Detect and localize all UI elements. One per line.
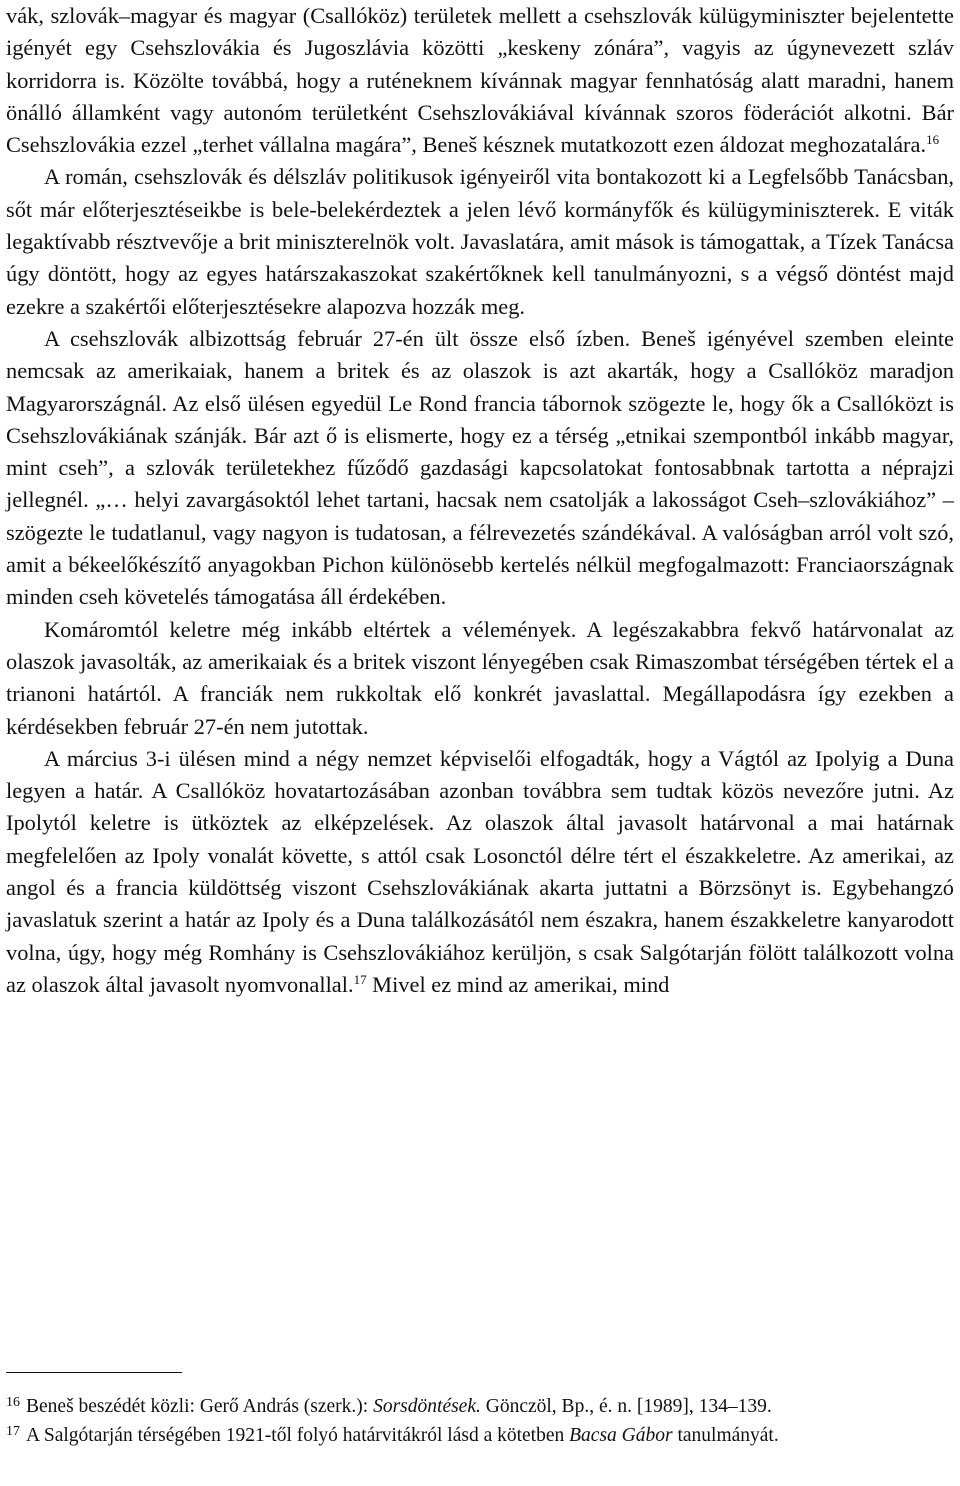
footnote-ref[interactable]: 16 — [926, 132, 940, 148]
footnote: $^{17}$ A Salgótarján térségében 1921-től folyó határvitákról lásd a kötetben Bacsa Gábor tanulmányát. — [6, 1424, 779, 1446]
paragraph: A március 3-i ülésen mind a négy nemzet képviselői elfogadták, hogy a Vágtól az Ipolyig a Duna legyen a határ. A Csallóköz hovatartozásában azonban továbbra sem tudtak közös nevezőre jutni. Az Ipolytól keletre is ütköztek az elképzelések. Az olaszok által javasolt határvonal a mai határnak megfelelően az Ipoly vonalát követte, s attól csak Losonctól délre tért el északkeletre. Az amerikai, az angol és a francia küldöttség viszont Csehszlovákiának akarta juttatni a Börzsönyt is. Egybehangzó javaslatuk szerint a határ az Ipoly és a Duna találkozásától nem északra, hanem északkeletre kanyarodott volna, úgy, hogy még Romhány is Csehszlovákiához kerüljön, s csak Salgótarján fölött találkozott volna az olaszok által javasolt nyomvonallal.$^{17}$ Mivel ez mind az amerikai, mind — [6, 745, 954, 997]
footnote-ref[interactable]: 17 — [353, 971, 367, 987]
footnote-number: 16 — [6, 1395, 20, 1410]
footnote-number: 17 — [6, 1424, 20, 1439]
footnote-divider — [6, 1372, 182, 1373]
footnotes — [6, 1392, 954, 1450]
body-text — [6, 0, 954, 1001]
paragraph: A román, csehszlovák és délszláv politikusok igényeiről vita bontakozott ki a Legfelsőbb Tanácsban, sőt már előterjesztéseikbe is bele-belekérdeztek a jelen lévő kormányfők és külügyminiszterek. E viták legaktívabb résztvevője a brit miniszterelnök volt. Javaslatára, amit mások is támogattak, a Tízek Tanácsa úgy döntött, hogy az egyes határszakaszokat szakértőknek kell tanulmányozni, s a végső döntést majd ezekre a szakértői előterjesztésekre alapozva hozzák meg. — [6, 164, 954, 319]
footnote: $^{16}$ Beneš beszédét közli: Gerő András (szerk.): Sorsdöntések. Gönczöl, Bp., é. n. [1989], 134–139. — [6, 1395, 772, 1417]
paragraph: A csehszlovák albizottság február 27-én ült össze első ízben. Beneš igényével szemben eleinte nemcsak az amerikaiak, hanem a britek és az olaszok is azt akarták, hogy a Csallóköz maradjon Magyarországnál. Az első ülésen egyedül Le Rond francia tábornok szögezte le, hogy ők a Csallóközt is Csehszlovákiának szánják. Bár azt ő is elismerte, hogy ez a térség „etnikai szempontból inkább magyar, mint cseh”, a szlovák területekhez fűződő gazdasági kapcsolatokat fontosabbnak tartotta a néprajzi jellegnél. „… helyi zavargásoktól lehet tartani, hacsak nem csatolják a lakosságot Cseh–szlovákiához” – szögezte le tudatlanul, vagy nagyon is tudatosan, a félrevezetés szándékával. A valóságban arról volt szó, amit a békeelőkészítő anyagokban Pichon különösebb kertelés nélkül megfogalmazott: Franciaországnak minden cseh követelés támogatása áll érdekében. — [6, 325, 954, 610]
paragraph: vák, szlovák–magyar és magyar (Csallóköz) területek mellett a csehszlovák külügyminiszter bejelentette igényét egy Csehszlovákia és Jugoszlávia közötti „keskeny zónára”, vagyis az úgynevezett szláv korridorra is. Közölte továbbá, hogy a ruténeknem kívánnak magyar fennhatóság alatt maradni, hanem önálló államként vagy autonóm területként Csehszlovákiával kívánnak szoros föderációt alkotni. Bár Csehszlovákia ezzel „terhet vállalna magára”, Beneš késznek mutatkozott ezen áldozat meghozatalára.$^{16}$ — [6, 3, 954, 158]
paragraph: Komáromtól keletre még inkább eltértek a vélemények. A legészakabbra fekvő határvonalat az olaszok javasolták, az amerikaiak és a britek viszont lényegében csak Rimaszombat térségében tértek el a trianoni határtól. A franciák nem rukkoltak elő konkrét javaslattal. Megállapodásra így ezekben a kérdésekben február 27-én nem jutottak. — [6, 616, 954, 739]
